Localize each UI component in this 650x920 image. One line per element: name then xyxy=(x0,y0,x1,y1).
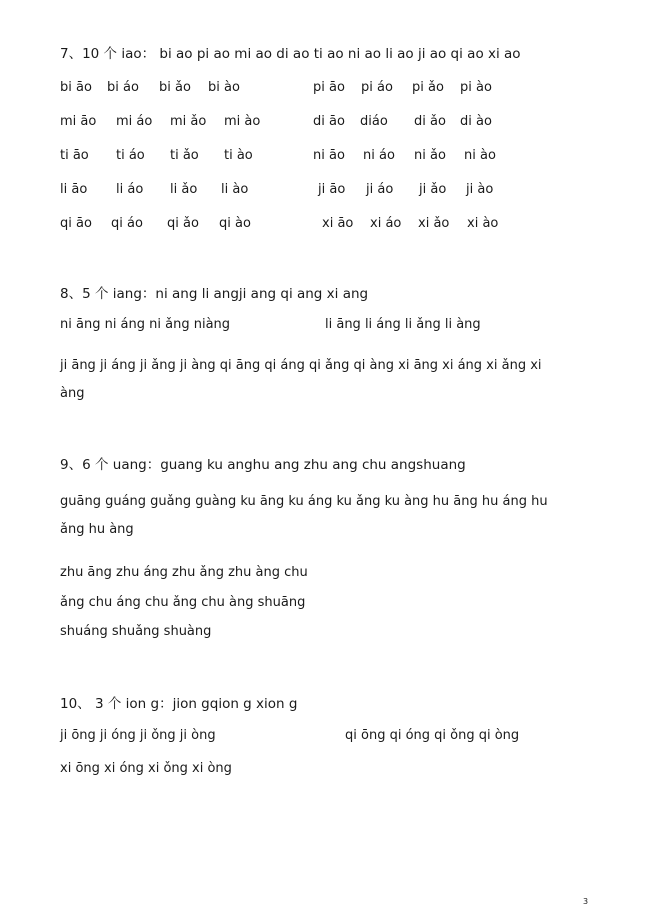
pinyin-cell: xi āo xyxy=(322,216,354,231)
pinyin-cell: diáo xyxy=(360,114,388,129)
section-8-heading: 8、5 个 iang：ni ang li angji ang qi ang xi ang xyxy=(60,286,369,302)
pinyin-cell: ji āo xyxy=(318,182,346,197)
pinyin-cell: qi áo xyxy=(111,216,143,231)
pinyin-cell: ji áo xyxy=(366,182,394,197)
pinyin-cell: bi ǎo xyxy=(159,80,191,95)
pinyin-cell: qi āo xyxy=(60,216,92,231)
pinyin-cell: li āo xyxy=(60,182,88,197)
pinyin-cell: mi ǎo xyxy=(170,114,207,129)
section-9-line: guāng guáng guǎng guàng ku āng ku áng ku ǎng ku àng hu āng hu áng hu xyxy=(60,494,548,509)
section-8-line: ji āng ji áng ji ǎng ji àng qi āng qi áng qi ǎng qi àng xi āng xi áng xi ǎng xi xyxy=(60,358,542,373)
pinyin-cell: xi ào xyxy=(467,216,499,231)
section-9-line: ǎng chu áng chu ǎng chu àng shuāng xyxy=(60,595,306,610)
pinyin-cell: ti ǎo xyxy=(170,148,199,163)
pinyin-cell: mi áo xyxy=(116,114,153,129)
pinyin-cell: ni ǎo xyxy=(414,148,446,163)
pinyin-cell: ji ào xyxy=(466,182,494,197)
pinyin-cell: qi ǎo xyxy=(167,216,199,231)
pinyin-cell: pi ào xyxy=(460,80,492,95)
pinyin-cell: pi āo xyxy=(313,80,345,95)
section-8-row-left: ni āng ni áng ni ǎng niàng xyxy=(60,317,231,332)
pinyin-cell: di ào xyxy=(460,114,492,129)
section-9-line: ǎng hu àng xyxy=(60,522,134,537)
pinyin-cell: ji ǎo xyxy=(419,182,447,197)
pinyin-cell: mi ào xyxy=(224,114,261,129)
pinyin-cell: bi ào xyxy=(208,80,240,95)
pinyin-cell: xi áo xyxy=(370,216,402,231)
pinyin-cell: ti āo xyxy=(60,148,89,163)
pinyin-cell: ti ào xyxy=(224,148,253,163)
section-10-line: xi ōng xi óng xi ǒng xi òng xyxy=(60,761,232,776)
pinyin-cell: li áo xyxy=(116,182,144,197)
section-8-line: àng xyxy=(60,386,85,401)
pinyin-cell: xi ǎo xyxy=(418,216,450,231)
pinyin-cell: li ǎo xyxy=(170,182,198,197)
pinyin-cell: pi áo xyxy=(361,80,393,95)
pinyin-cell: li ào xyxy=(221,182,249,197)
pinyin-cell: di āo xyxy=(313,114,345,129)
pinyin-cell: qi ào xyxy=(219,216,251,231)
pinyin-cell: ni áo xyxy=(363,148,395,163)
section-8-row-right: li āng li áng li ǎng li àng xyxy=(325,317,481,332)
pinyin-cell: ti áo xyxy=(116,148,145,163)
section-9-line: shuáng shuǎng shuàng xyxy=(60,624,212,639)
section-9-line: zhu āng zhu áng zhu ǎng zhu àng chu xyxy=(60,565,308,580)
section-10-heading: 10、 3 个 ion g：jion gqion g xion g xyxy=(60,696,298,712)
pinyin-cell: di ǎo xyxy=(414,114,446,129)
pinyin-cell: bi áo xyxy=(107,80,139,95)
section-9-heading: 9、6 个 uang：guang ku anghu ang zhu ang chu angshuang xyxy=(60,457,466,473)
pinyin-cell: pi ǎo xyxy=(412,80,444,95)
section-10-row-right: qi ōng qi óng qi ǒng qi òng xyxy=(345,728,520,743)
pinyin-cell: mi āo xyxy=(60,114,97,129)
pinyin-cell: bi āo xyxy=(60,80,92,95)
section-10-row-left: ji ōng ji óng ji ǒng ji òng xyxy=(60,728,216,743)
pinyin-cell: ni āo xyxy=(313,148,345,163)
pinyin-cell: ni ào xyxy=(464,148,496,163)
section-7-heading: 7、10 个 iao： bi ao pi ao mi ao di ao ti ao ni ao li ao ji ao qi ao xi ao xyxy=(60,46,521,62)
page-number: 3 xyxy=(583,897,589,906)
